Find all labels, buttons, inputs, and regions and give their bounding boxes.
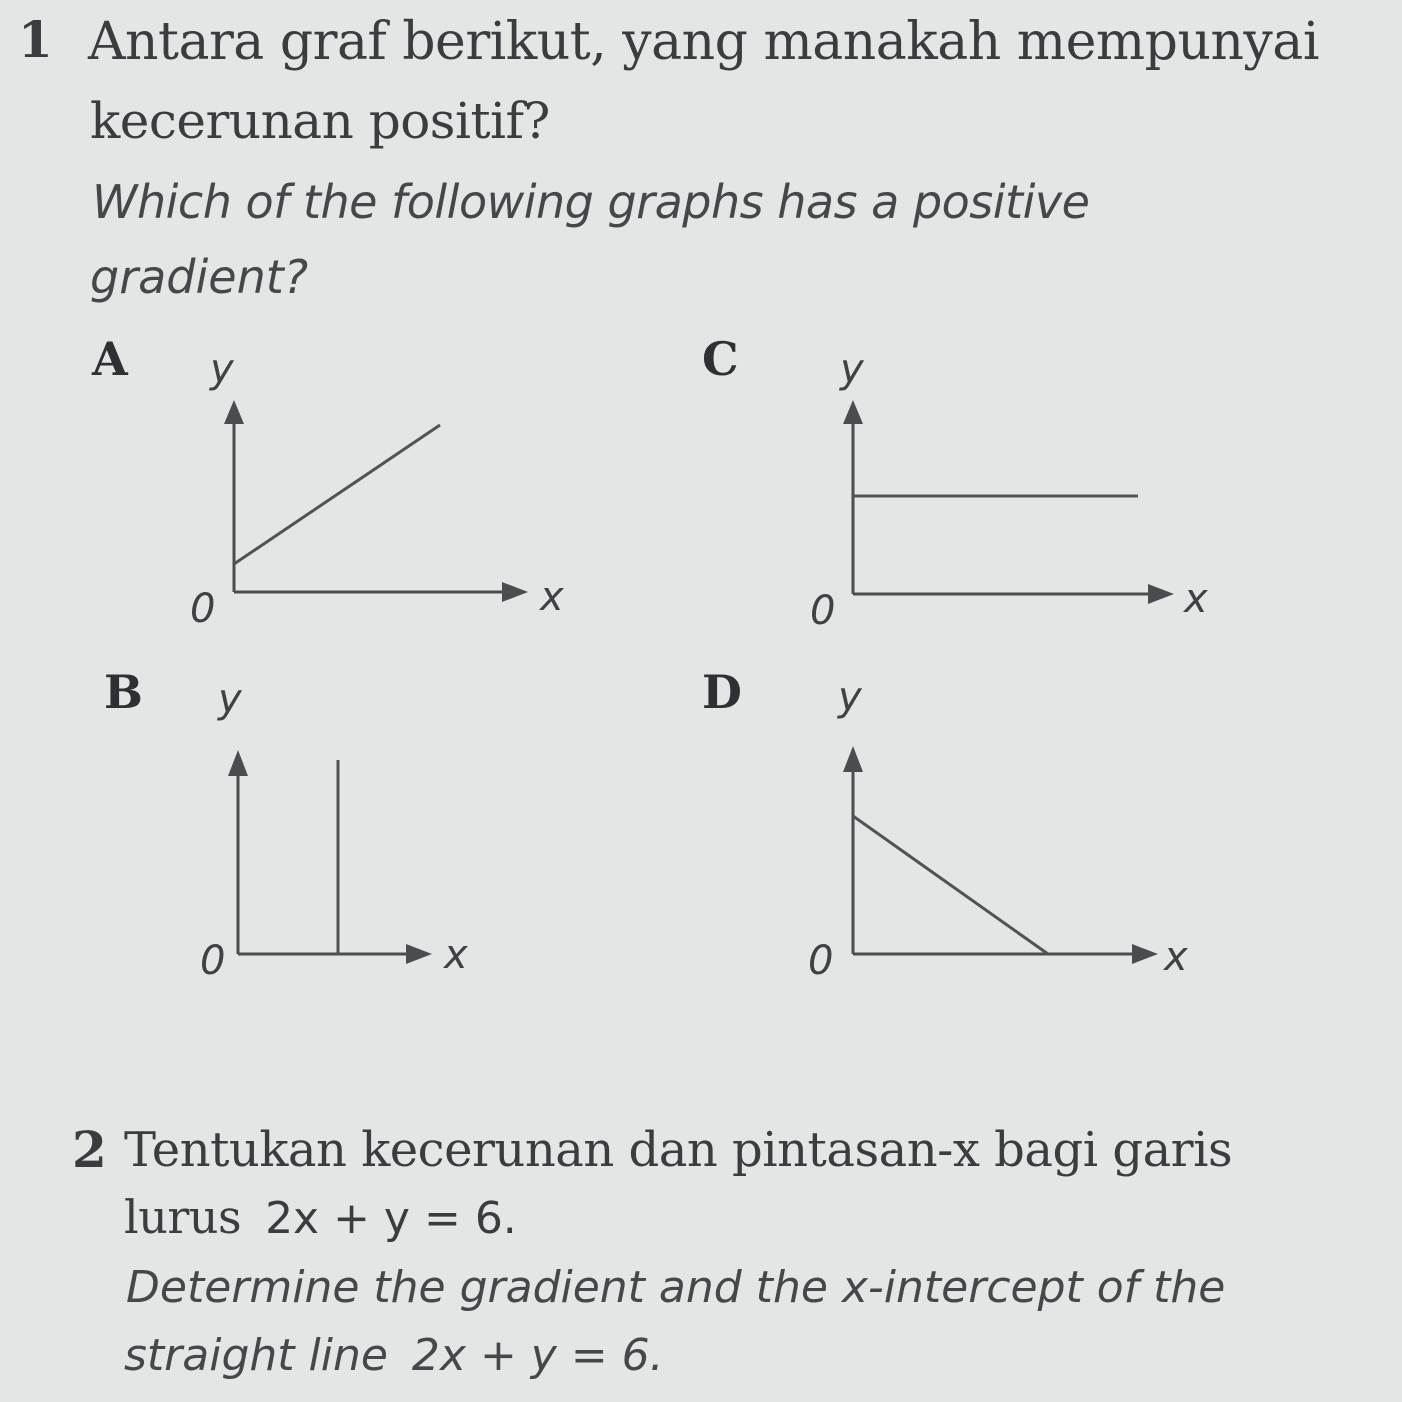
option-c-y-arrowhead bbox=[843, 400, 863, 424]
question-2-malay-equation: 2x + y = 6. bbox=[265, 1193, 517, 1244]
question-1-malay-line-2: kecerunan positif? bbox=[90, 92, 550, 150]
question-1-number: 1 bbox=[18, 10, 52, 69]
question-1-malay-line-1: Antara graf berikut, yang manakah mempunyai bbox=[88, 12, 1319, 72]
option-a-origin-label: 0 bbox=[190, 586, 216, 632]
option-c-x-arrowhead bbox=[1148, 584, 1174, 604]
option-b-label[interactable]: B bbox=[104, 665, 143, 719]
option-b-y-axis-label: y bbox=[218, 676, 242, 722]
option-a-graph[interactable] bbox=[180, 340, 600, 640]
option-d-x-axis-label: x bbox=[1164, 934, 1188, 980]
option-b-graph[interactable] bbox=[190, 676, 510, 984]
option-c-graph[interactable] bbox=[800, 340, 1220, 640]
option-d-label[interactable]: D bbox=[702, 665, 742, 719]
option-d-origin-label: 0 bbox=[808, 938, 834, 984]
question-2-number: 2 bbox=[72, 1120, 106, 1179]
question-2-malay-line-2 bbox=[124, 1190, 517, 1244]
option-b-y-arrowhead bbox=[228, 750, 248, 776]
question-2-malay-line-1: Tentukan kecerunan dan pintasan-x bagi garis bbox=[124, 1122, 1233, 1178]
option-b-x-arrowhead bbox=[406, 944, 432, 964]
question-2-english-line-2 bbox=[124, 1330, 664, 1381]
question-1-english-line-2: gradient? bbox=[90, 250, 309, 304]
option-a-graph-line bbox=[234, 425, 440, 564]
option-d-graph[interactable] bbox=[800, 674, 1220, 984]
option-d-y-arrowhead bbox=[843, 746, 863, 772]
option-a-x-arrowhead bbox=[502, 582, 528, 602]
question-2-english-line-1: Determine the gradient and the x-intercept of the bbox=[126, 1262, 1226, 1313]
option-c-origin-label: 0 bbox=[810, 588, 836, 634]
option-d-y-axis-label: y bbox=[838, 674, 862, 720]
question-1-english-line-1: Which of the following graphs has a positive bbox=[92, 175, 1090, 229]
option-d-x-arrowhead bbox=[1132, 944, 1158, 964]
option-a-x-axis-label: x bbox=[540, 574, 564, 620]
option-b-origin-label: 0 bbox=[200, 938, 226, 984]
option-b-x-axis-label: x bbox=[444, 932, 468, 978]
question-2-english-equation: 2x + y = 6. bbox=[411, 1330, 664, 1381]
option-a-y-axis-label: y bbox=[210, 346, 234, 392]
option-c-label[interactable]: C bbox=[702, 332, 739, 386]
option-a-y-arrowhead bbox=[224, 400, 244, 424]
question-2-english-line-2-text: straight line bbox=[124, 1330, 388, 1381]
option-d-graph-line bbox=[853, 816, 1048, 954]
option-c-x-axis-label: x bbox=[1184, 576, 1208, 622]
option-a-label[interactable]: A bbox=[92, 332, 128, 386]
question-2-malay-line-2-text: lurus bbox=[124, 1190, 242, 1244]
option-c-y-axis-label: y bbox=[840, 346, 864, 392]
